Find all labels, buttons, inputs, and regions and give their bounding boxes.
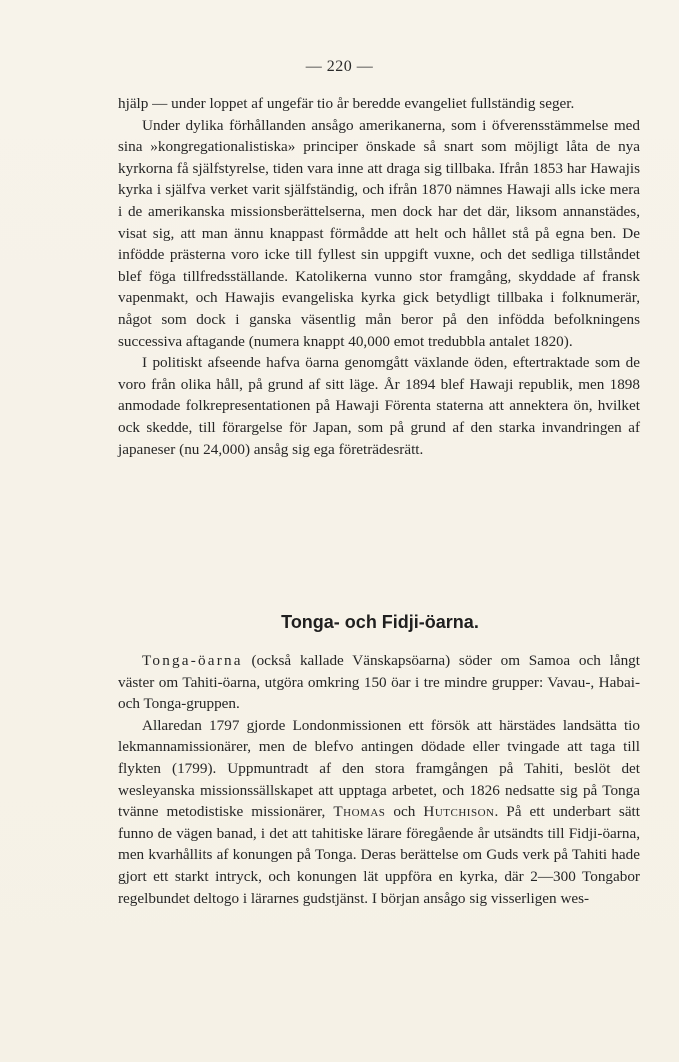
tonga-text-block [118, 650, 640, 909]
paragraph-continuation: hjälp — under loppet af ungefär tio år beredde evangeliet fullständig seger. [118, 95, 575, 112]
spaced-term: Tonga-öarna [142, 652, 243, 669]
conjunction: och [385, 803, 424, 821]
page-number: — 220 — [305, 58, 374, 75]
paragraph-congregational: Under dylika förhållanden ansågo amerikanerna, som i öfverensstämmelse med sina »kongregationalistiska» principer önskade så snart som möjligt låta de nya kyrkorna få själfstyrelse, tiden vara inne att draga sig tillbaka. Ifrån 1853 har Hawajis kyrka i själfva verket varit själfständig, och ifrån 1870 nämnes Hawaji alls icke mera i de amerikanska missionsberättelserna, men dock har det där, liksom annanstädes, visat sig, att man ännu knappast förmådde att helt och hållet stå på egna ben. De infödde prästerna voro icke till fyllest sin uppgift vuxne, och det sedliga tillståndet blef föga tillfredsställande. Katolikerna vunno stor framgång, skyddade af fransk vapenmakt, och Hawajis evangeliska kyrka gick betydligt tillbaka i folknumerär, något som dock i ganska väsentlig mån beror på den infödda befolkningens successiva aftagande (numera knappt 40,000 emot tredubbla antalet 1820). [118, 116, 640, 350]
hawaii-text-block [118, 93, 640, 460]
paragraph-tonga-intro [118, 650, 640, 715]
missionary-name-hutchison: Hutchison [423, 803, 495, 821]
mission-text-a: Allaredan 1797 gjorde Londonmissionen ett försök att härstädes landsätta tio lekmannamissionärer, men de blefvo antingen dödade eller tvingade att taga till flykten (1799). Uppmuntradt af den stora framgången på Tahiti, beslöt det wesleyanska missionssällskapet att upptaga arbetet, och 1826 nedsatte sig på Tonga tvänne metodistiske missionärer, [118, 716, 640, 821]
mission-text-b: . På ett underbart sätt funno de vägen banad, i det att tahitiske lärare föregående år utsändts till Fidji-öarna, men kvarhållits af konungen på Tonga. Deras berättelse om Guds verk på Tahiti hade gjort ett starkt intryck, och konungen lät uppföra en kyrka, där 2—300 Tongabor regelbundet deltogo i lärarnes gudstjänst. I början ansågo sig visserligen wes- [118, 803, 640, 907]
section-heading: Tonga- och Fidji-öarna. [281, 612, 479, 632]
paragraph-tonga-mission [118, 715, 640, 909]
paragraph-political: I politiskt afseende hafva öarna genomgått växlande öden, eftertraktade som de voro från olika håll, på grund af sitt läge. År 1894 blef Hawaji republik, men 1898 anmodade folkrepresentationen på Hawaji Förenta staterna att annektera ön, hvilket ock skedde, till förargelse för Japan, som på grund af den starka invandringen af japaneser (nu 24,000) ansåg sig ega företrädesrätt. [118, 354, 640, 458]
paragraph-tonga-intro-text: (också kallade Vänskapsöarna) söder om Samoa och långt väster om Tahiti-öarna, utgöra omkring 150 öar i tre mindre grupper: Vavau-, Habai- och Tonga-gruppen. [118, 652, 640, 713]
missionary-name-thomas: Thomas [333, 803, 386, 821]
